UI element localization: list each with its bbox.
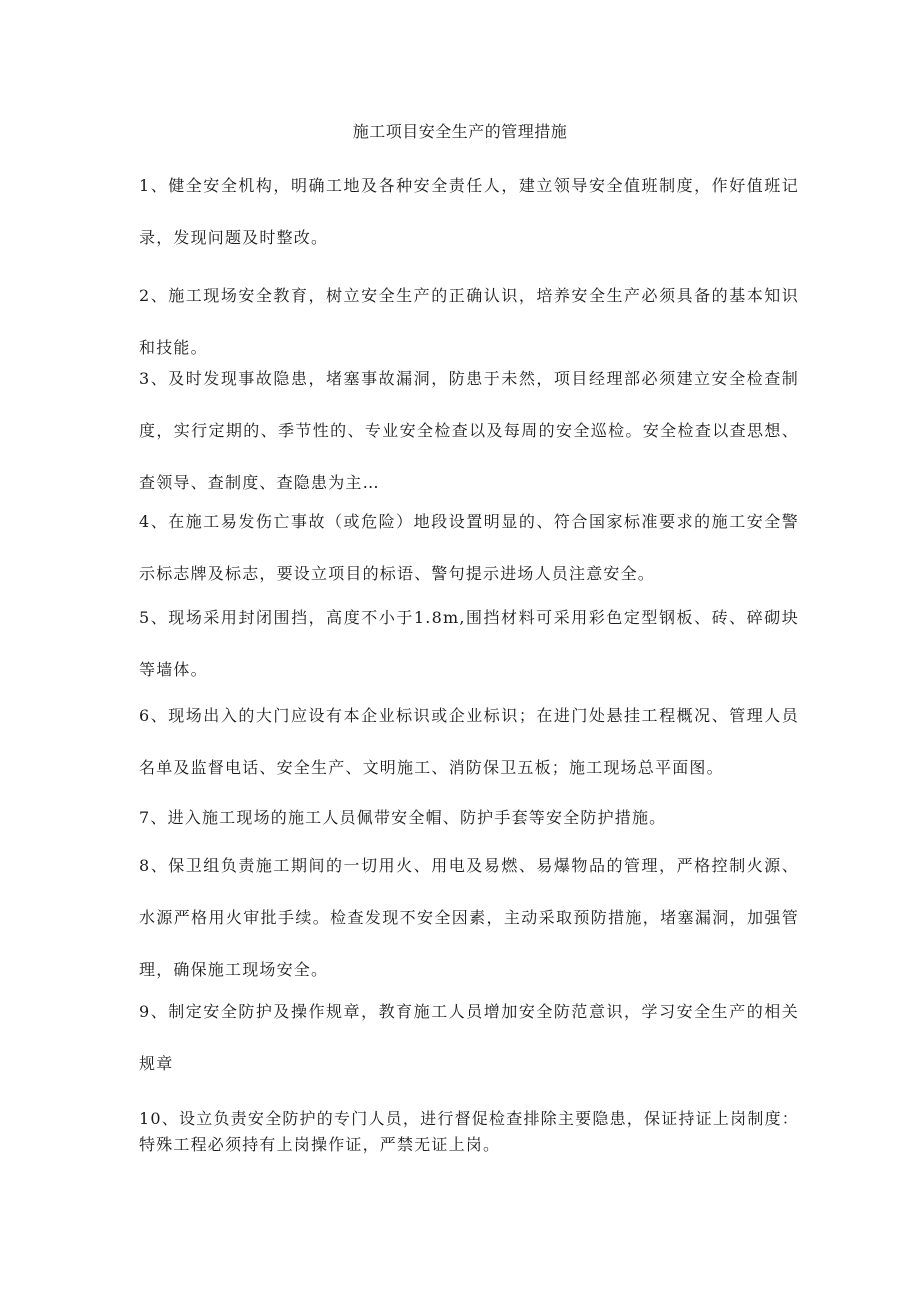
paragraph-8: 8、保卫组负责施工期间的一切用火、用电及易燃、易爆物品的管理，严格控制火源、水源严格用火审批手续。检查发现不安全因素，主动采取预防措施，堵塞漏洞，加强管理，确保施工现场安全。 [139,856,799,979]
paragraph-9: 9、制定安全防护及操作规章，教育施工人员增加安全防范意识，学习安全生产的相关规章 [139,1002,799,1073]
paragraph-1: 1、健全安全机构，明确工地及各种安全责任人，建立领导安全值班制度，作好值班记录，发现问题及时整改。 [139,176,799,247]
document-title: 施工项目安全生产的管理措施 [352,122,568,141]
paragraph-7: 7、进入施工现场的施工人员佩带安全帽、防护手套等安全防护措施。 [139,808,667,827]
paragraph-3: 3、及时发现事故隐患，堵塞事故漏洞，防患于未然，项目经理部必须建立安全检查制度，实行定期的、季节性的、专业安全检查以及每周的安全巡检。安全检查以查思想、查领导、查制度、查隐患为主… [139,369,799,492]
paragraph-2: 2、施工现场安全教育，树立安全生产的正确认识，培养安全生产必须具备的基本知识和技能。 [139,286,799,357]
paragraph-5: 5、现场采用封闭围挡，高度不小于1.8m,围挡材料可采用彩色定型钢板、砖、碎砌块等墙体。 [139,608,799,679]
paragraph-4: 4、在施工易发伤亡事故（或危险）地段设置明显的、符合国家标准要求的施工安全警示标志牌及标志，要设立项目的标语、警句提示进场人员注意安全。 [139,512,799,583]
paragraph-6: 6、现场出入的大门应设有本企业标识或企业标识；在进门处悬挂工程概况、管理人员名单及监督电话、安全生产、文明施工、消防保卫五板；施工现场总平面图。 [139,706,799,777]
paragraph-10: 10、设立负责安全防护的专门人员，进行督促检查排除主要隐患，保证持证上岗制度：特殊工程必须持有上岗操作证，严禁无证上岗。 [139,1109,799,1154]
